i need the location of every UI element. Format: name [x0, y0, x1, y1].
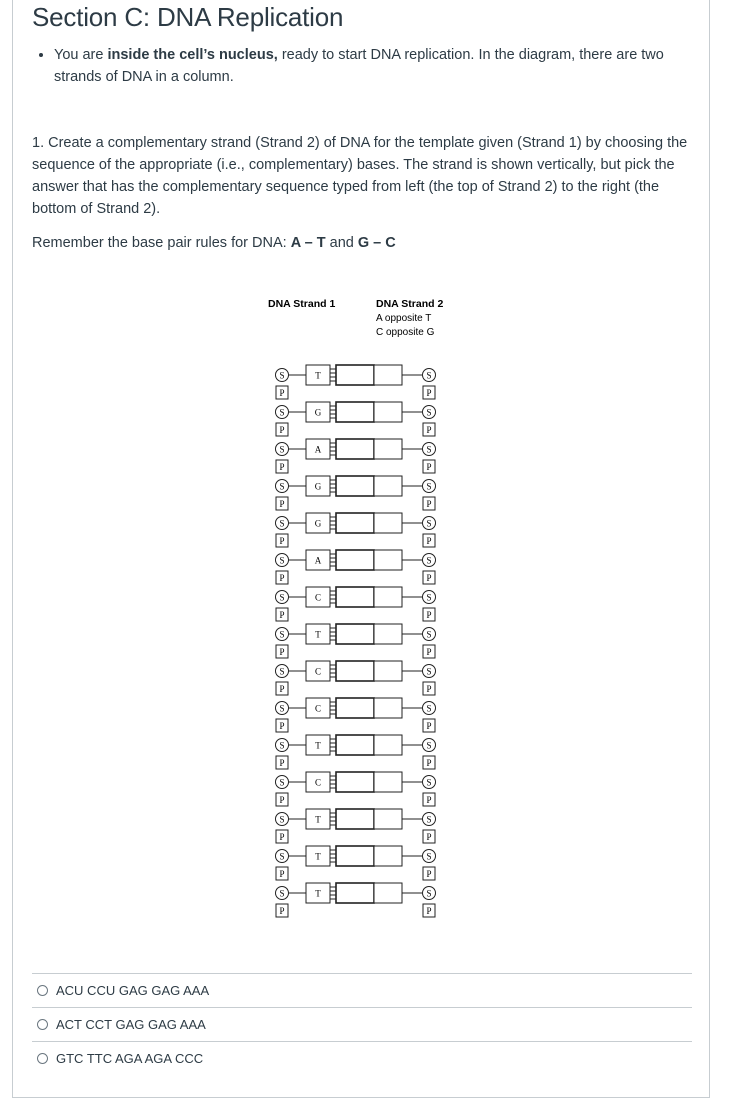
strand2-base-box: [374, 587, 402, 607]
strand2-sugar-label: S: [426, 666, 432, 677]
strand2-sugar-label: S: [426, 629, 432, 640]
strand2-base-box: [374, 661, 402, 681]
strand1-phosphate-label: P: [279, 795, 285, 805]
strand1-base: T: [315, 851, 321, 862]
strand1-sugar-label: S: [279, 740, 285, 751]
strand2-phosphate-label: P: [426, 906, 432, 916]
strand2-base-box: [374, 735, 402, 755]
strand2-sugar-label: S: [426, 740, 432, 751]
strand1-phosphate-label: P: [279, 869, 285, 879]
strand1-phosphate-label: P: [279, 906, 285, 916]
question-text: 1. Create a complementary strand (Strand 2) of DNA for the template given (Strand 1) by choosing the sequence of the appropriate (i.e., complementary) bases. The strand is shown vertically, but pick the answer that has the complementary sequence typed from left (the top of Strand 2) to the right (the bottom of Strand 2).: [32, 135, 688, 217]
rule-and: and: [325, 235, 358, 251]
pair-rung: [336, 735, 374, 755]
strand2-base-box: [374, 809, 402, 829]
strand1-base: T: [315, 629, 321, 640]
intro-list: [30, 44, 714, 88]
rule-prefix: Remember the base pair rules for DNA:: [32, 235, 291, 251]
radio-button[interactable]: [37, 1053, 48, 1064]
strand1-phosphate-label: P: [279, 832, 285, 842]
strand2-base-box: [374, 476, 402, 496]
strand2-sugar-label: S: [426, 814, 432, 825]
pair-rung: [336, 402, 374, 422]
pair-rung: [336, 661, 374, 681]
section-title: Section C: DNA Replication: [32, 2, 344, 32]
strand2-phosphate-label: P: [426, 610, 432, 620]
strand1-base: G: [314, 481, 322, 492]
strand1-phosphate-label: P: [279, 425, 285, 435]
radio-button[interactable]: [37, 985, 48, 996]
strand1-base: C: [314, 592, 322, 603]
strand1-phosphate-label: P: [279, 388, 285, 398]
strand1-base: C: [314, 777, 322, 788]
strand2-base-box: [374, 439, 402, 459]
pair-rung: [336, 550, 374, 570]
strand1-base: T: [315, 814, 321, 825]
strand2-base-box: [374, 624, 402, 644]
strand2-phosphate-label: P: [426, 462, 432, 472]
strand2-base-box: [374, 513, 402, 533]
strand1-base: A: [314, 555, 322, 566]
pair-rung: [336, 698, 374, 718]
strand2-note-cg: C opposite G: [376, 327, 435, 338]
strand2-phosphate-label: P: [426, 684, 432, 694]
strand2-phosphate-label: P: [426, 499, 432, 509]
strand1-sugar-label: S: [279, 407, 285, 418]
rule-pair-at: A – T: [290, 235, 326, 251]
strand2-phosphate-label: P: [426, 721, 432, 731]
strand1-base: T: [315, 888, 321, 899]
strand1-phosphate-label: P: [279, 684, 285, 694]
strand1-phosphate-label: P: [279, 647, 285, 657]
strand1-label: DNA Strand 1: [268, 298, 336, 310]
strand2-phosphate-label: P: [426, 795, 432, 805]
intro-text-bold: inside the cell’s nucleus,: [107, 47, 278, 63]
strand2-sugar-label: S: [426, 592, 432, 603]
strand2-base-box: [374, 772, 402, 792]
strand2-sugar-label: S: [426, 777, 432, 788]
pair-rung: [336, 883, 374, 903]
strand2-phosphate-label: P: [426, 832, 432, 842]
strand1-phosphate-label: P: [279, 499, 285, 509]
dna-diagram-svg: [250, 290, 460, 930]
strand2-base-box: [374, 365, 402, 385]
strand2-base-box: [374, 402, 402, 422]
strand1-base: G: [314, 518, 322, 529]
base-pair-rule: [32, 232, 396, 254]
answer-list: [32, 973, 692, 1075]
strand2-sugar-label: S: [426, 851, 432, 862]
strand1-sugar-label: S: [279, 888, 285, 899]
pair-rung: [336, 772, 374, 792]
strand1-phosphate-label: P: [279, 610, 285, 620]
pair-rung: [336, 365, 374, 385]
strand2-base-box: [374, 698, 402, 718]
strand1-sugar-label: S: [279, 481, 285, 492]
strand1-base: G: [314, 407, 322, 418]
strand2-base-box: [374, 550, 402, 570]
strand2-phosphate-label: P: [426, 425, 432, 435]
answer-label: ACT CCT GAG GAG AAA: [56, 1017, 206, 1032]
strand2-note-at: A opposite T: [376, 313, 432, 324]
rule-pair-gc: G – C: [357, 235, 396, 251]
dna-rows: [276, 365, 436, 917]
pair-rung: [336, 809, 374, 829]
intro-text-start: You are: [54, 47, 108, 63]
strand1-phosphate-label: P: [279, 573, 285, 583]
strand2-base-box: [374, 883, 402, 903]
answer-option-2[interactable]: [32, 1007, 692, 1041]
strand1-phosphate-label: P: [279, 758, 285, 768]
strand2-phosphate-label: P: [426, 573, 432, 583]
strand1-sugar-label: S: [279, 555, 285, 566]
strand2-base-box: [374, 846, 402, 866]
strand2-sugar-label: S: [426, 407, 432, 418]
strand2-phosphate-label: P: [426, 536, 432, 546]
radio-button[interactable]: [37, 1019, 48, 1030]
strand2-phosphate-label: P: [426, 647, 432, 657]
answer-option-1[interactable]: [32, 973, 692, 1007]
pair-rung: [336, 587, 374, 607]
strand1-sugar-label: S: [279, 518, 285, 529]
strand2-phosphate-label: P: [426, 758, 432, 768]
strand1-base: T: [315, 370, 321, 381]
strand1-sugar-label: S: [279, 666, 285, 677]
strand2-sugar-label: S: [426, 555, 432, 566]
strand1-sugar-label: S: [279, 851, 285, 862]
answer-option-3[interactable]: [32, 1041, 692, 1075]
strand1-phosphate-label: P: [279, 721, 285, 731]
strand1-base: T: [315, 740, 321, 751]
strand1-phosphate-label: P: [279, 462, 285, 472]
pair-rung: [336, 513, 374, 533]
pair-rung: [336, 846, 374, 866]
answer-label: ACU CCU GAG GAG AAA: [56, 983, 210, 998]
strand2-sugar-label: S: [426, 703, 432, 714]
strand1-sugar-label: S: [279, 703, 285, 714]
pair-rung: [336, 476, 374, 496]
strand2-label: DNA Strand 2: [376, 298, 444, 310]
pair-rung: [336, 439, 374, 459]
strand1-base: C: [314, 703, 322, 714]
pair-rung: [336, 624, 374, 644]
strand1-sugar-label: S: [279, 444, 285, 455]
strand1-sugar-label: S: [279, 814, 285, 825]
strand1-phosphate-label: P: [279, 536, 285, 546]
strand2-sugar-label: S: [426, 481, 432, 492]
intro-bullet: [54, 44, 714, 88]
strand1-base: A: [314, 444, 322, 455]
strand2-phosphate-label: P: [426, 388, 432, 398]
strand2-phosphate-label: P: [426, 869, 432, 879]
strand1-sugar-label: S: [279, 629, 285, 640]
strand2-sugar-label: S: [426, 888, 432, 899]
strand2-sugar-label: S: [426, 444, 432, 455]
strand2-sugar-label: S: [426, 370, 432, 381]
strand1-sugar-label: S: [279, 370, 285, 381]
strand1-sugar-label: S: [279, 777, 285, 788]
dna-diagram: [250, 290, 460, 935]
intro-text-end: ready to start DNA replication. In the diagram, there are two strands of DNA in a column.: [54, 47, 664, 85]
strand1-base: C: [314, 666, 322, 677]
strand2-sugar-label: S: [426, 518, 432, 529]
strand1-sugar-label: S: [279, 592, 285, 603]
answer-label: GTC TTC AGA AGA CCC: [56, 1051, 204, 1066]
